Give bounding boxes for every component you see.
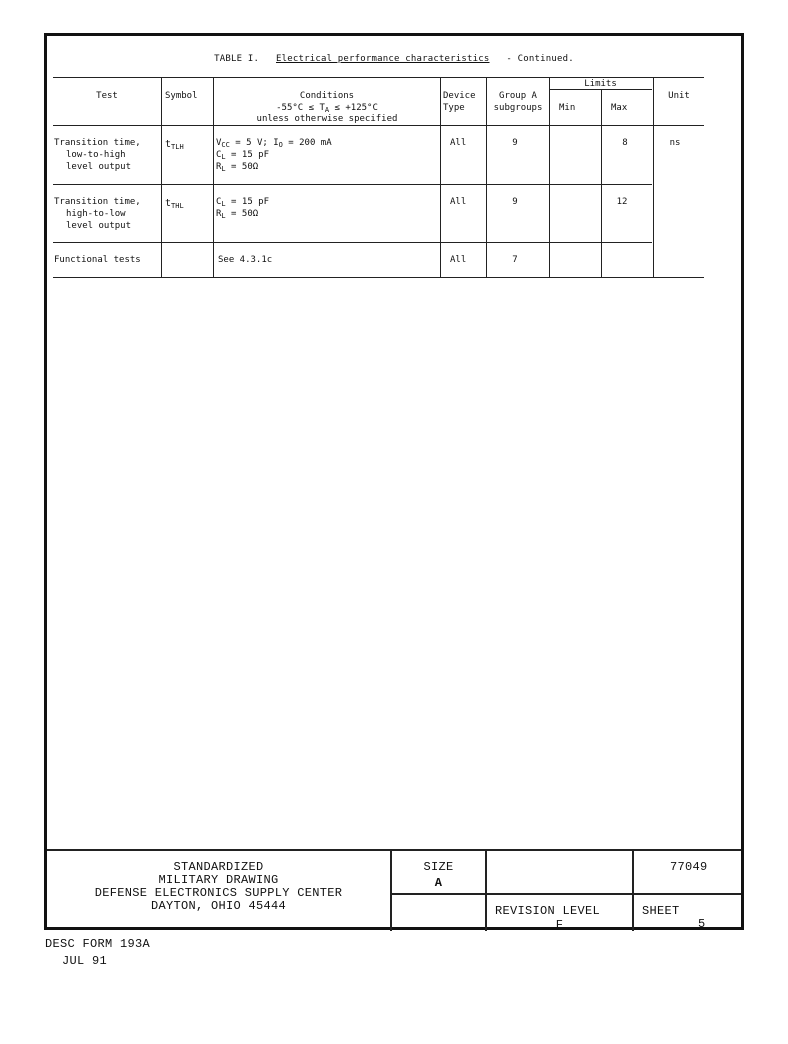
header-group-subgroups: subgroups <box>493 103 543 113</box>
col-sep-min <box>549 77 550 277</box>
col-sep-symbol <box>161 77 162 277</box>
table-caption <box>0 54 788 64</box>
row2-test-line1: Transition time, <box>54 197 141 207</box>
row1-max: 8 <box>622 138 628 148</box>
footer-drawing-number: 77049 <box>670 860 708 874</box>
col-sep-max <box>601 89 602 277</box>
footer-sep-3 <box>632 849 634 931</box>
header-test: Test <box>96 91 118 101</box>
footer-revision-label: REVISION LEVEL <box>495 904 601 918</box>
header-min: Min <box>559 103 576 113</box>
row1-test-line2: low-to-high <box>66 150 126 160</box>
header-device-type: Type <box>443 103 465 113</box>
header-conditions: Conditions <box>299 91 355 101</box>
header-device: Device <box>443 91 476 101</box>
form-number: DESC FORM 193A <box>45 937 151 951</box>
row2-group: 9 <box>512 197 518 207</box>
footer-size-label: SIZE <box>423 860 454 874</box>
footer-mid-rule <box>391 893 741 895</box>
row2-condition-1: $C_L = 15$ pF <box>216 197 269 208</box>
footer-size-value: A <box>434 876 443 890</box>
row2-condition-2: $R_L = 50\Omega$ <box>216 209 259 220</box>
row1-condition-1: $V_{CC} = 5$ V; $I_O = 200$ mA <box>216 138 332 149</box>
header-conditions-note: unless otherwise specified <box>256 114 398 124</box>
header-group: Group A <box>499 91 537 101</box>
row1-group: 9 <box>512 138 518 148</box>
row1-device: All <box>450 138 467 148</box>
row1-condition-2: $C_L = 15$ pF <box>216 150 269 161</box>
header-bottom-rule <box>53 125 704 126</box>
header-limits: Limits <box>584 79 617 89</box>
row1-rule <box>53 184 652 185</box>
footer-org-line4: DAYTON, OHIO 45444 <box>150 899 287 913</box>
row3-group: 7 <box>512 255 518 265</box>
caption-suffix: - Continued. <box>506 54 574 64</box>
row2-test-line2: high-to-low <box>66 209 126 219</box>
footer-org-line2: MILITARY DRAWING <box>158 873 279 887</box>
footer-sheet-label: SHEET <box>642 904 680 918</box>
col-sep-device <box>440 77 441 277</box>
form-date: JUL 91 <box>62 954 108 968</box>
header-symbol: Symbol <box>165 91 198 101</box>
page-frame <box>44 33 744 930</box>
footer-org-line3: DEFENSE ELECTRONICS SUPPLY CENTER <box>94 886 343 900</box>
row2-max: 12 <box>616 197 628 207</box>
header-conditions-range: $-55^\circ C \le T_A \le +125^\circ C$ <box>276 103 378 114</box>
header-unit: Unit <box>668 91 690 101</box>
row1-test-line3: level output <box>66 162 132 172</box>
row1-condition-3: $R_L = 50\Omega$ <box>216 162 259 173</box>
footer-sheet-value: 5 <box>698 917 706 931</box>
row1-test-line1: Transition time, <box>54 138 141 148</box>
caption-title: Electrical performance characteristics <box>276 54 490 64</box>
row2-test-line3: level output <box>66 221 132 231</box>
row3-condition: See 4.3.1c <box>218 255 273 265</box>
footer-org-line1: STANDARDIZED <box>173 860 264 874</box>
row2-device: All <box>450 197 467 207</box>
row3-device: All <box>450 255 467 265</box>
row1-unit: ns <box>669 138 681 148</box>
row1-symbol: $t_{TLH}$ <box>165 139 184 151</box>
row2-symbol: $t_{THL}$ <box>165 198 184 210</box>
header-max: Max <box>611 103 628 113</box>
caption-prefix: TABLE I. <box>214 54 260 64</box>
row2-rule <box>53 242 652 243</box>
row3-test: Functional tests <box>54 255 141 265</box>
col-sep-unit <box>653 77 654 277</box>
footer-top-rule <box>47 849 741 851</box>
footer-revision-value: F <box>555 918 564 932</box>
table-bottom-rule <box>53 277 704 278</box>
